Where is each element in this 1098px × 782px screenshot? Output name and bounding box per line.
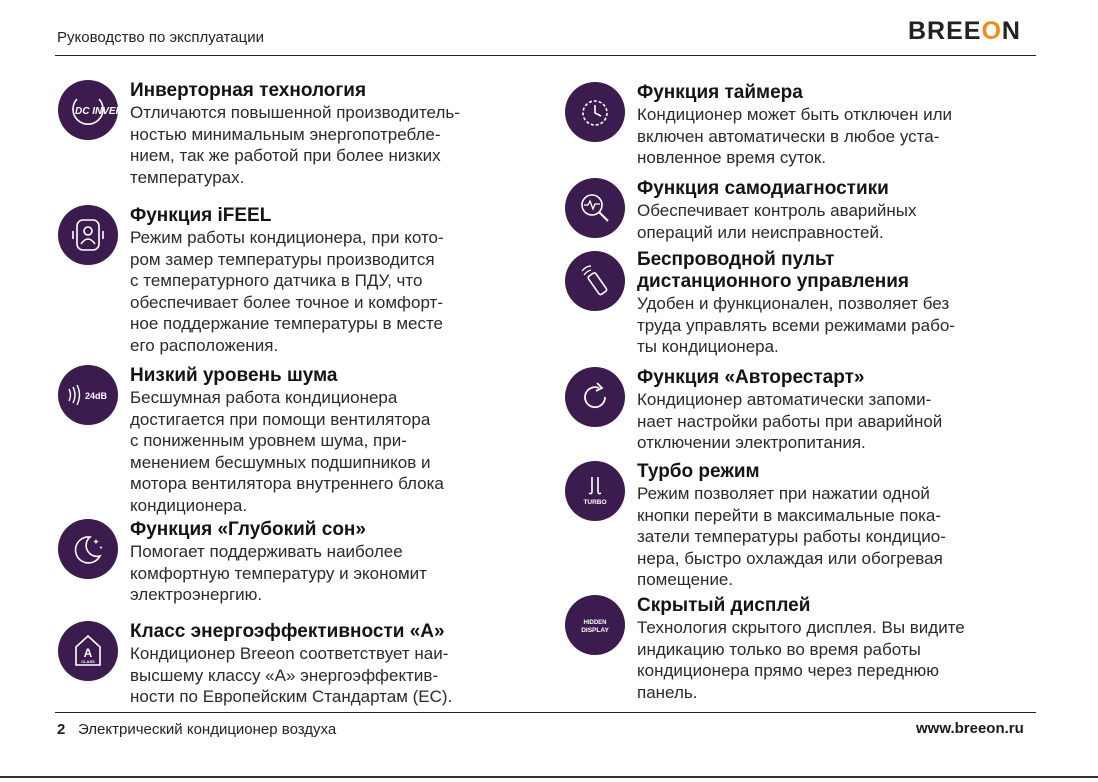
wireless-remote-icon (565, 251, 625, 311)
desc-line: Технология скрытого дисплея. Вы видите (637, 618, 965, 637)
document-title: Руководство по эксплуатации (57, 29, 264, 46)
footer-caption: Электрический кондиционер воздуха (78, 721, 337, 738)
feature-title: Беспроводной пульт (637, 249, 835, 270)
desc-line: Режим позволяет при нажатии одной (637, 484, 930, 503)
desc-line: температурах. (130, 167, 245, 187)
header-divider (55, 55, 1036, 56)
desc-line: труда управлять всеми режимами рабо- (637, 315, 955, 335)
desc-line: Кондиционер может быть отключен или (637, 105, 953, 124)
desc-line: его расположения. (130, 335, 279, 355)
icon-label-hidden: HIDDEN (583, 620, 607, 626)
desc-line: Удобен и функционален, позволяет без (637, 294, 950, 313)
desc-line: менением бесшумных подшипников и (130, 452, 431, 472)
desc-line: ное поддержание температуры в месте (130, 314, 444, 333)
desc-line: нием, так же работой при более низких (130, 146, 441, 165)
feature-title: Функция iFEEL (130, 205, 272, 226)
feature-description (637, 200, 916, 243)
timer-icon (565, 82, 625, 142)
auto-restart-icon (565, 367, 625, 427)
feature-description (637, 389, 942, 454)
desc-line: ты кондиционера. (637, 337, 779, 356)
icon-label-display: DISPLAY (581, 627, 609, 634)
feature-title: Функция самодиагностики (637, 178, 889, 199)
desc-line: с температурного датчика в ПДУ, что (130, 271, 423, 290)
desc-line: затели температуры работы кондицио- (637, 527, 946, 546)
desc-line: нает настройки работы при аварийной (637, 411, 943, 431)
desc-line: обеспечивает более точное и комфорт- (130, 292, 443, 312)
page-number: 2 (57, 721, 66, 738)
diagnostics-magnifier-icon (565, 178, 625, 238)
desc-line: ностью минимальным энергопотребле- (130, 124, 441, 144)
icon-label-class: CLASS (81, 659, 95, 664)
feature-description (130, 643, 452, 708)
feature-title: Функция таймера (637, 82, 803, 103)
feature-description (130, 541, 427, 606)
desc-line: Бесшумная работа кондиционера (130, 388, 398, 407)
desc-line: включен автоматически в любое уста- (637, 126, 940, 146)
feature-description (637, 293, 955, 358)
logo-part-1: BREE (908, 17, 982, 45)
desc-line: ром замер температуры производится (130, 249, 435, 269)
desc-line: комфортную температуру и экономит (130, 563, 427, 583)
feature-title-line-2: дистанционного управления (637, 271, 910, 292)
feature-description (637, 617, 965, 703)
energy-class-a-icon (58, 621, 118, 681)
desc-line: достигается при помощи вентилятора (130, 409, 431, 429)
icon-label-turbo: TURBO (583, 499, 607, 506)
ifeel-remote-person-icon (58, 205, 118, 265)
desc-line: Кондиционер Breeon соответствует наи- (130, 644, 449, 663)
desc-line: помещение. (637, 570, 734, 589)
desc-line: нера, быстро охлаждая или обогревая (637, 548, 943, 568)
desc-line: Помогает поддерживать наиболее (130, 542, 403, 561)
desc-line: индикацию только во время работы (637, 639, 921, 659)
desc-line: Кондиционер автоматически запоми- (637, 390, 932, 409)
feature-title: Класс энергоэффективности «А» (130, 621, 445, 642)
feature-description (130, 102, 460, 188)
desc-line: панель. (637, 682, 698, 702)
desc-line: операций или неисправностей. (637, 222, 884, 242)
logo-part-2: N (1001, 17, 1021, 45)
icon-label-24db: 24dB (85, 391, 108, 401)
desc-line: Отличаются повышенной производитель- (130, 103, 460, 122)
feature-description (637, 483, 946, 591)
desc-line: кнопки перейти в максимальные пока- (637, 505, 942, 525)
footer-divider (55, 712, 1036, 713)
hidden-display-icon (565, 595, 625, 655)
desc-line: ности по Европейским Стандартам (ЕС). (130, 687, 453, 706)
feature-title: Низкий уровень шума (130, 365, 338, 386)
desc-line: кондиционера прямо через переднюю (637, 661, 939, 680)
desc-line: новленное время суток. (637, 148, 827, 167)
logo-power-o: O (981, 17, 1002, 45)
desc-line: отключении электропитания. (637, 433, 866, 452)
icon-label-a: A (83, 646, 93, 660)
feature-title: Турбо режим (637, 461, 760, 482)
feature-title: Инверторная технология (130, 80, 367, 101)
feature-description (130, 227, 444, 356)
feature-title: Функция «Глубокий сон» (130, 519, 366, 540)
turbo-icon (565, 461, 625, 521)
desc-line: Режим работы кондиционера, при кото- (130, 228, 444, 247)
page-edge-line (0, 776, 1098, 778)
footer-website-link[interactable]: www.breeon.ru (916, 720, 1024, 737)
desc-line: Обеспечивает контроль аварийных (637, 201, 917, 220)
desc-line: мотора вентилятора внутреннего блока (130, 474, 444, 493)
desc-line: с пониженным уровнем шума, при- (130, 431, 407, 450)
feature-title: Функция «Авторестарт» (637, 367, 865, 388)
feature-title: Скрытый дисплей (637, 595, 811, 616)
desc-line: электроэнергию. (130, 585, 263, 604)
breeon-logo (908, 17, 1021, 46)
dc-inverter-icon (58, 80, 143, 140)
moon-stars-icon (58, 519, 118, 579)
desc-line: высшему классу «А» энергоэффектив- (130, 665, 439, 685)
feature-description (130, 387, 444, 516)
icon-label-dc: DC INVERTER (75, 106, 143, 117)
desc-line: кондиционера. (130, 495, 248, 515)
feature-description (637, 104, 952, 169)
low-noise-icon (58, 365, 118, 425)
